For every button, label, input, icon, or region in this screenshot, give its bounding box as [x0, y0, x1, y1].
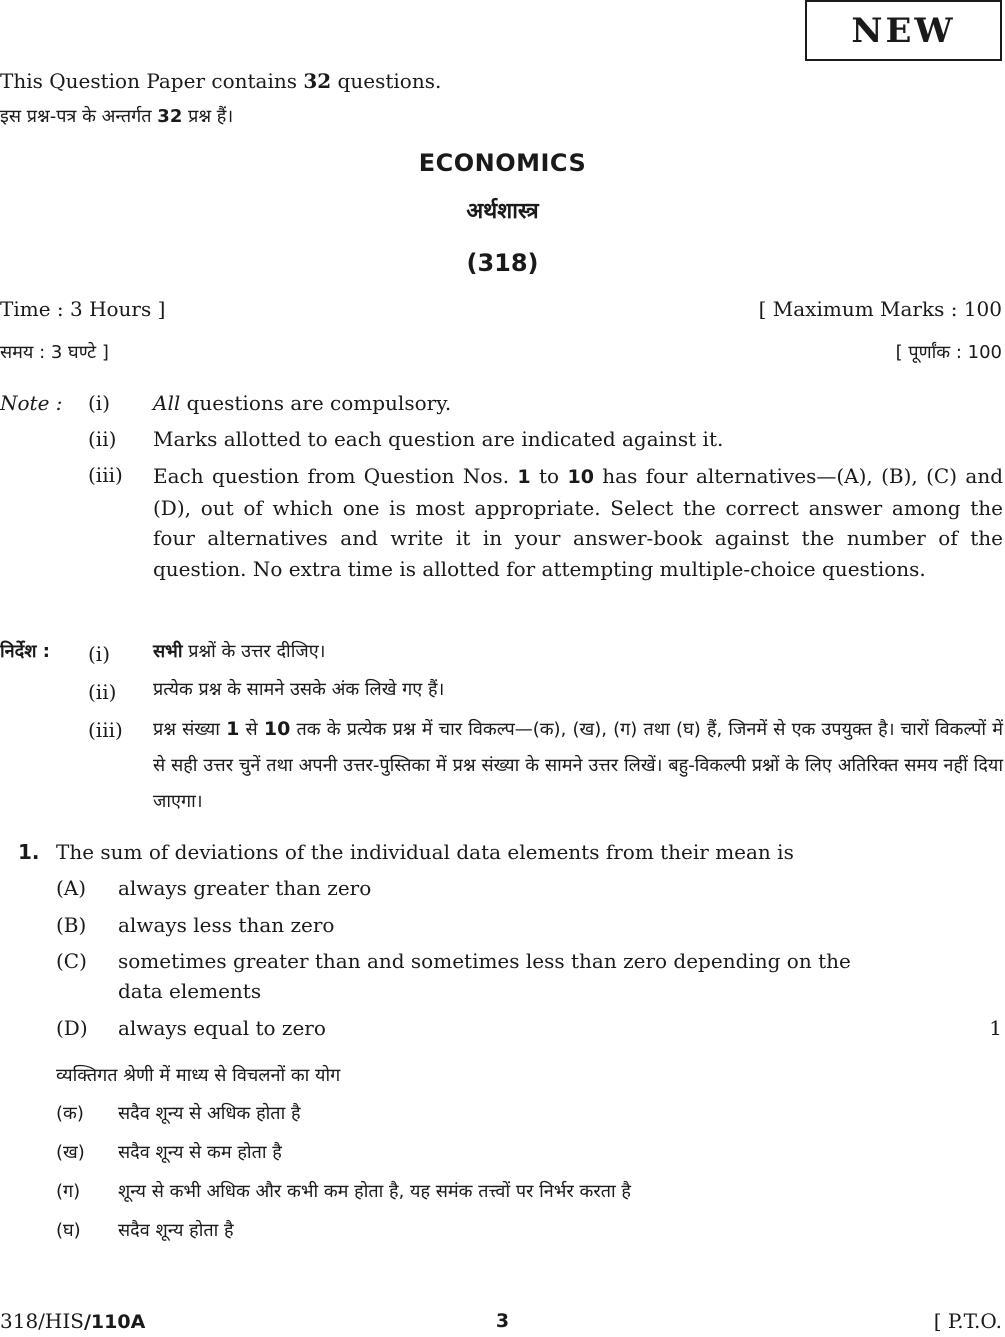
intro-hindi: इस प्रश्न-पत्र के अन्तर्गत 32 प्रश्न हैं।: [0, 106, 234, 127]
note-item-num: (ii): [88, 680, 117, 704]
note-item-hindi: सभी प्रश्नों के उत्तर दीजिए।: [153, 641, 326, 662]
option-label: (C): [56, 949, 87, 973]
option-text: always greater than zero: [118, 876, 372, 900]
subject-title-hindi: अर्थशास्त्र: [466, 199, 539, 224]
option-label: (D): [56, 1016, 88, 1040]
paper-code: 318/HIS/110A: [0, 1309, 146, 1333]
note-item: All questions are compulsory.: [153, 391, 452, 415]
new-badge: NEW: [805, 0, 1002, 61]
note-item-num: (iii): [88, 718, 123, 742]
option-label: (A): [56, 876, 87, 900]
pto-label: [ P.T.O.: [933, 1309, 1002, 1333]
note-item-num: (iii): [88, 463, 123, 487]
note-item-hindi: प्रश्न संख्या 1 से 10 तक के प्रत्येक प्रश्न में चार विकल्प—(क), (ख), (ग) तथा (घ) हैं, जिनमें से एक उपयुक्त है। चारों विकल्पों में से सही उत्तर चुनें तथा अपनी उत्तर-पुस्तिका में प्रश्न संख्या के सामने उत्तर लिखें। बहु-विकल्पी प्रश्नों के लिए अतिरिक्त समय नहीं दिया जाएगा।: [153, 718, 1003, 812]
note-item: Marks allotted to each question are indicated against it.: [153, 427, 724, 451]
time-hindi: समय : 3 घण्टे ]: [0, 342, 109, 363]
max-marks-english: [ Maximum Marks : 100: [758, 297, 1002, 321]
option-label-hindi: (घ): [56, 1220, 81, 1241]
question-number: 1.: [18, 840, 40, 864]
note-item: Each question from Question Nos. 1 to 10 has four alternatives—(A), (B), (C) and (D), out of which one is most appropriate. Select the correct answer among the four alternatives and write it in your answer-book against the number of the question. No extra time is allotted for attempting multiple-choice questions.: [153, 464, 1004, 581]
note-label: Note :: [0, 391, 63, 415]
subject-code: (318): [466, 249, 539, 277]
question-text: The sum of deviations of the individual data elements from their mean is: [56, 840, 794, 864]
option-text-hindi: सदैव शून्य होता है: [118, 1220, 234, 1241]
option-text: always equal to zero: [118, 1016, 326, 1040]
option-label-hindi: (क): [56, 1103, 84, 1124]
option-text-hindi: सदैव शून्य से अधिक होता है: [118, 1103, 301, 1124]
question-text-hindi: व्यक्तिगत श्रेणी में माध्य से विचलनों का योग: [56, 1065, 341, 1086]
max-marks-hindi: [ पूर्णांक : 100: [895, 342, 1002, 363]
option-text-continued: data elements: [118, 979, 262, 1003]
intro-english: This Question Paper contains 32 questions.: [0, 69, 442, 93]
page-number: 3: [495, 1310, 510, 1332]
option-label-hindi: (ख): [56, 1142, 85, 1163]
note-item-num: (ii): [88, 427, 117, 451]
option-text: sometimes greater than and sometimes less than zero depending on the: [118, 949, 851, 973]
subject-title-english: ECONOMICS: [418, 149, 587, 177]
note-item-hindi: प्रत्येक प्रश्न के सामने उसके अंक लिखे गए हैं।: [153, 679, 445, 700]
option-label-hindi: (ग): [56, 1181, 81, 1202]
option-text-hindi: शून्य से कभी अधिक और कभी कम होता है, यह समंक तत्त्वों पर निर्भर करता है: [118, 1181, 631, 1202]
option-text-hindi: सदैव शून्य से कम होता है: [118, 1142, 282, 1163]
note-item-num: (i): [88, 642, 111, 666]
note-label-hindi: निर्देश :: [0, 641, 50, 662]
option-text: always less than zero: [118, 913, 335, 937]
note-item-num: (i): [88, 391, 111, 415]
option-label: (B): [56, 913, 87, 937]
time-english: Time : 3 Hours ]: [0, 297, 166, 321]
question-marks: 1: [989, 1016, 1002, 1040]
